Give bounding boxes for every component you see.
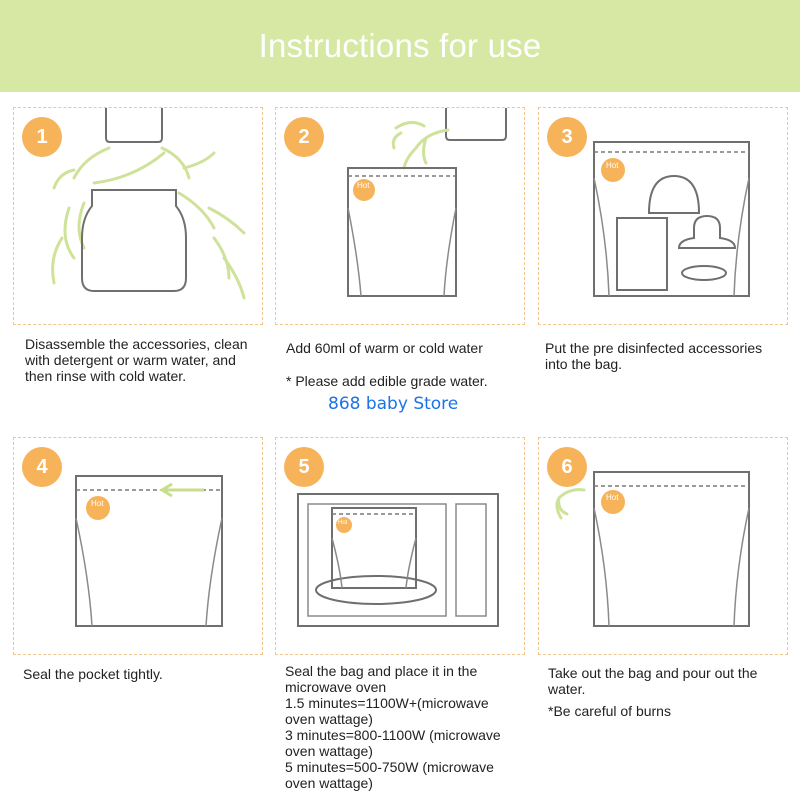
header-banner (0, 0, 800, 92)
step-4-description: Seal the pocket tightly. (23, 666, 163, 682)
step-1-panel (13, 107, 263, 325)
step-3-panel (538, 107, 788, 325)
step-2-description: Add 60ml of warm or cold water (286, 340, 483, 356)
nipple-shape (679, 216, 735, 248)
step-5-description: Seal the bag and place it in the microwave oven 1.5 minutes=1100W+(microwave oven wattage) 3 minutes=800-1100W (microwave oven wattage) 5 minutes=500-750W (microwave oven wattage) (285, 663, 501, 791)
arrow-left-icon (162, 484, 204, 496)
hot-label-text: Hot (91, 499, 104, 508)
step-6-note: *Be careful of burns (548, 703, 671, 719)
step-6-badge: 6 (547, 447, 587, 487)
page-title: Instructions for use (258, 27, 542, 64)
hot-label-text: Hot (357, 181, 370, 190)
step-2-panel (275, 107, 525, 325)
step-2-note: * Please add edible grade water. (286, 373, 488, 389)
step-1-description: Disassemble the accessories, clean with detergent or warm water, and then rinse with cold water. (25, 336, 248, 384)
step-6-description: Take out the bag and pour out the water. (548, 665, 758, 697)
steam-icon (557, 490, 584, 518)
step-2-badge: 2 (284, 117, 324, 157)
step-1-badge: 1 (22, 117, 62, 157)
step-4-panel (13, 437, 263, 655)
store-name: 868 baby Store (328, 394, 459, 414)
step-5-badge: 5 (284, 447, 324, 487)
bottle-body-shape (617, 218, 667, 290)
step-3-badge: 3 (547, 117, 587, 157)
hot-label-text: Hot (338, 520, 348, 526)
hot-label-text: Hot (606, 493, 619, 502)
step-6-panel (538, 437, 788, 655)
step-4-badge: 4 (22, 447, 62, 487)
bottle-cap-shape (649, 176, 699, 213)
step-5-panel (275, 437, 525, 655)
ring-shape (682, 266, 726, 280)
step-3-description: Put the pre disinfected accessories into the bag. (545, 340, 763, 372)
hot-label-text: Hot (606, 161, 619, 170)
